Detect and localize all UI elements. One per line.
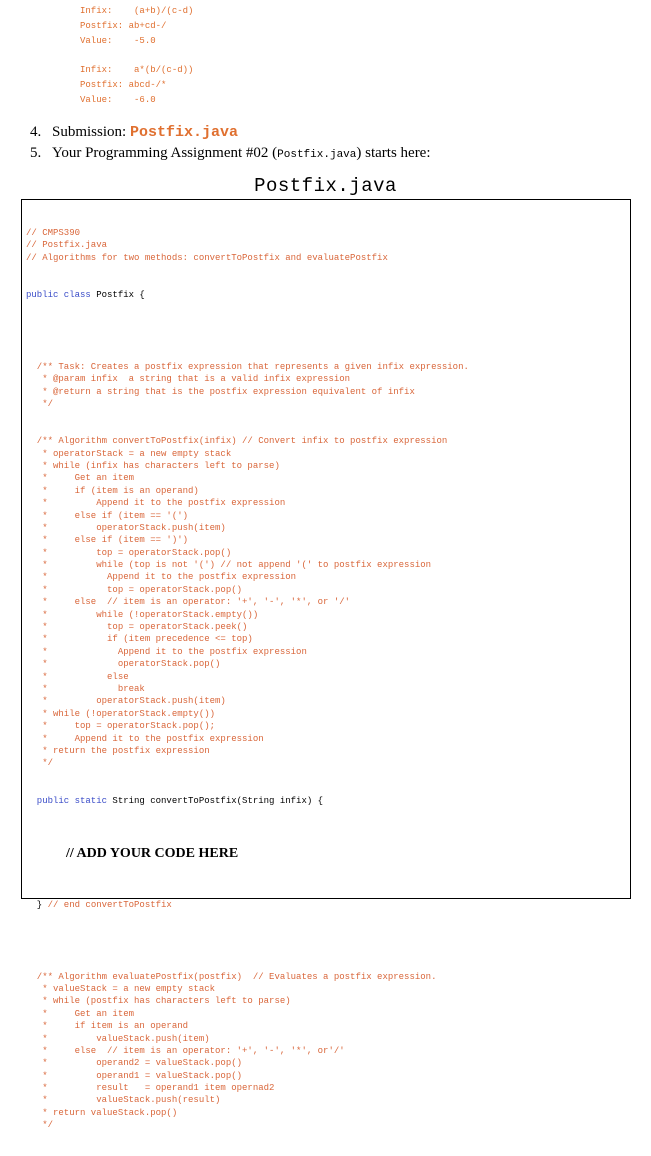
list-number: 5.	[30, 145, 42, 161]
code-line: * if (item is an operand)	[26, 485, 199, 496]
submission-filename: Postfix.java	[129, 124, 238, 141]
example-value: -6.0	[134, 95, 156, 105]
example-line	[80, 93, 193, 108]
code-line: * return the postfix expression	[26, 745, 210, 756]
code-line: * top = operatorStack.peek()	[26, 622, 248, 633]
code-line: * valueStack.push(result)	[26, 1095, 221, 1106]
example-2	[80, 63, 193, 108]
code-line: * while (top is not '(') // not append '(' to postfix expression	[26, 560, 432, 571]
example-value: a*(b/(c-d))	[134, 65, 194, 75]
code-line: */	[26, 398, 54, 409]
doc-comment-task	[26, 361, 630, 411]
instruction-list	[30, 122, 431, 165]
example-label: Infix:	[80, 6, 113, 16]
code-line: * while (!operatorStack.empty())	[26, 708, 216, 719]
code-line: * else if (item == ')')	[26, 535, 189, 546]
class-declaration	[26, 289, 630, 301]
example-line	[80, 4, 193, 19]
code-line: * while (infix has characters left to parse)	[26, 460, 280, 471]
code-line: * valueStack.push(item)	[26, 1033, 210, 1044]
code-line: * Append it to the postfix expression	[26, 498, 286, 509]
code-line: * @param infix a string that is a valid infix expression	[26, 374, 351, 385]
code-line: * Append it to the postfix expression	[26, 733, 264, 744]
code-line: * else // item is an operator: '+', '-', '*', or'/'	[26, 1045, 345, 1056]
example-value: ab+cd-/	[128, 21, 167, 31]
code-line: * valueStack = a new empty stack	[26, 983, 216, 994]
code-text: }	[26, 899, 48, 910]
code-line: * Get an item	[26, 1008, 135, 1019]
code-line: * operand2 = valueStack.pop()	[26, 1058, 243, 1069]
example-label: Infix:	[80, 65, 113, 75]
example-line	[80, 78, 193, 93]
code-content	[26, 202, 630, 1156]
code-line: * return valueStack.pop()	[26, 1107, 178, 1118]
code-line: // Postfix.java	[26, 240, 108, 251]
code-comment: // end convertToPostfix	[47, 899, 172, 910]
code-line: * top = operatorStack.pop()	[26, 584, 243, 595]
code-header	[26, 227, 630, 264]
code-line: * else	[26, 671, 129, 682]
code-line: * operatorStack = a new empty stack	[26, 448, 232, 459]
code-line: * Append it to the postfix expression	[26, 572, 297, 583]
example-value: -5.0	[134, 36, 156, 46]
code-line: // Algorithms for two methods: convertToPostfix and evaluatePostfix	[26, 252, 388, 263]
code-line: * top = operatorStack.pop()	[26, 547, 232, 558]
code-line: */	[26, 1120, 54, 1131]
code-line: * operand1 = valueStack.pop()	[26, 1070, 243, 1081]
code-line: /** Algorithm convertToPostfix(infix) // Convert infix to postfix expression	[26, 436, 448, 447]
method-convert-signature	[26, 795, 630, 807]
code-line: * if item is an operand	[26, 1021, 189, 1032]
examples-block	[80, 4, 193, 108]
keyword: public class	[26, 289, 91, 300]
list-number: 4.	[30, 124, 42, 140]
code-line: * @return a string that is the postfix expression equivalent of infix	[26, 386, 415, 397]
example-1	[80, 4, 193, 49]
example-line	[80, 34, 193, 49]
code-text: String convertToPostfix(String infix) {	[107, 795, 324, 806]
code-line: * else if (item == '(')	[26, 510, 189, 521]
list-text-suffix: ) starts here:	[356, 145, 431, 161]
code-line: */	[26, 758, 54, 769]
code-text: Postfix {	[90, 289, 145, 300]
code-line: * Get an item	[26, 473, 135, 484]
code-line: /** Task: Creates a postfix expression that represents a given infix expression.	[26, 361, 469, 372]
code-line: * result = operand1 item opernad2	[26, 1083, 275, 1094]
algorithm-convert-comment	[26, 435, 630, 770]
code-line: * top = operatorStack.pop();	[26, 721, 216, 732]
list-item-assignment	[30, 143, 431, 165]
code-line: /** Algorithm evaluatePostfix(postfix) // Evaluates a postfix expression.	[26, 971, 437, 982]
list-item-submission	[30, 122, 431, 143]
add-code-placeholder: // ADD YOUR CODE HERE	[66, 845, 239, 861]
code-line: * while (!operatorStack.empty())	[26, 609, 259, 620]
code-line: * break	[26, 684, 145, 694]
code-line: * if (item precedence <= top)	[26, 634, 253, 645]
example-line	[80, 19, 193, 34]
example-value: (a+b)/(c-d)	[134, 6, 194, 16]
list-text: Your Programming Assignment #02 (	[52, 145, 278, 161]
code-title: Postfix.java	[254, 175, 397, 197]
code-line: * operatorStack.push(item)	[26, 522, 226, 533]
code-line: * while (postfix has characters left to parse)	[26, 996, 291, 1007]
example-label: Value:	[80, 36, 113, 46]
example-line	[80, 63, 193, 78]
code-line: * operatorStack.pop()	[26, 659, 221, 670]
code-line: // CMPS390	[26, 227, 81, 238]
code-line: * operatorStack.push(item)	[26, 696, 226, 707]
list-text: Submission:	[52, 124, 130, 140]
code-listing	[21, 199, 631, 1131]
assignment-filename: Postfix.java	[277, 149, 357, 161]
example-value: abcd-/*	[128, 80, 167, 90]
code-line: * else // item is an operator: '+', '-', '*', or '/'	[26, 597, 351, 608]
keyword: public static	[26, 795, 108, 806]
algorithm-evaluate-comment	[26, 971, 630, 1132]
example-label: Postfix:	[80, 80, 124, 90]
code-line: * Append it to the postfix expression	[26, 646, 307, 657]
example-label: Postfix:	[80, 21, 124, 31]
method-convert-end	[26, 899, 630, 911]
example-label: Value:	[80, 95, 113, 105]
